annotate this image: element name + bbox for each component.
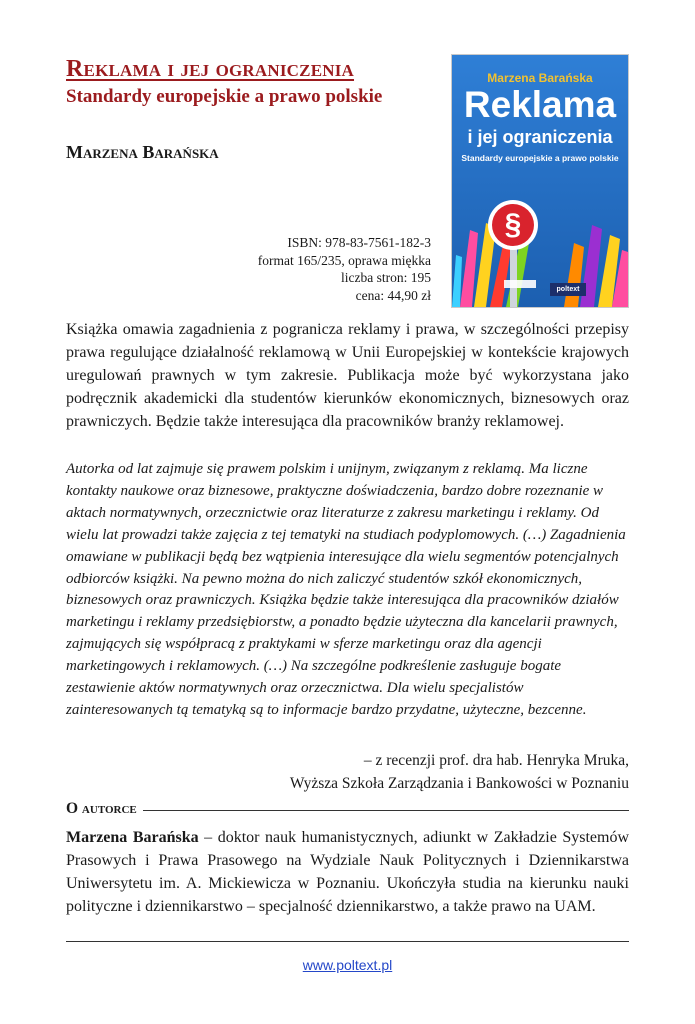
review-attribution-institution: Wyższa Szkoła Zarządzania i Bankowości w Poznaniu <box>289 775 629 792</box>
price: cena: 44,90 zł <box>355 287 431 303</box>
review-quote: Autorka od lat zajmuje się prawem polskim i unijnym, związanym z reklamą. Ma liczne kontakty naukowe oraz biznesowe, praktyczne doświadczenia, bardzo dobre rozeznanie w aktach normatywnych, orzecznictwie oraz literaturze z zakresu marketingu i reklamy. Od wielu lat prowadzi także zajęcia z tej tematyki na studiach podyplomowych. (…) Zagadnienia omawiane w publikacji będą bez wątpienia interesujące dla wielu segmentów potencjalnych odbiorców książki. Na pewno można do nich zaliczyć studentów szkół ekonomicznych, biznesowych oraz prawniczych. Książka będzie także interesująca dla pracowników działów marketingu i reklamy przedsiębiorstw, a ponadto będzie użyteczna dla kancelarii prawnych, zajmujących się współpracą z praktykami w sferze marketingu oraz dla agencji marketingowych i reklamowych. (…) Na szczególne podkreślenie zasługuje bogate zestawienie aktów normatywnych oraz orzecznictwa. Dla wielu specjalistów zainteresowanych tą tematyką są to informacje bardzo przydatne, użyteczne, bezcenne. <box>66 461 626 718</box>
cover-title: Reklama <box>463 84 617 125</box>
publisher-link[interactable]: www.poltext.pl <box>302 957 393 973</box>
book-title: Reklama i jej ograniczenia <box>66 56 355 82</box>
bottom-divider <box>66 941 629 942</box>
review-attribution-reviewer: – z recenzji prof. dra hab. Henryka Mruka, <box>363 752 629 769</box>
about-section-header <box>66 799 629 819</box>
cover-subtitle: Standardy europejskie a prawo polskie <box>461 153 619 163</box>
cover-title-line2: i jej ograniczenia <box>467 127 613 147</box>
section-divider <box>143 810 629 811</box>
book-meta <box>200 234 431 304</box>
publisher-logo: poltext <box>550 283 586 296</box>
about-heading: O autorce <box>66 800 137 817</box>
book-cover <box>451 54 629 308</box>
format: format 165/235, oprawa miękka <box>257 252 431 268</box>
cover-author: Marzena Barańska <box>487 71 593 85</box>
author-bio <box>66 826 629 918</box>
author-bio-text: – doktor nauk humanistycznych, adiunkt w Zakładzie Systemów Prasowych i Prawa Prasowego na Wydziale Nauk Politycznych i Dziennikarstwa Uniwersytetu im. A. Mickiewicza w Poznaniu. Ukończyła studia na kierunku nauki polityczne i dziennikarstwo – specjalność dziennikarstwo, a także prawo na UAM. <box>66 829 629 915</box>
book-subtitle: Standardy europejskie a prawo polskie <box>66 86 383 107</box>
author-bio-name: Marzena Barańska <box>66 829 199 846</box>
book-description: Książka omawia zagadnienia z pogranicza reklamy i prawa, w szczególności przepisy prawa regulujące działalność reklamową w Unii Europejskiej w kontekście krajowych uregulowań prawnych w tym zakresie. Publikacja może być wykorzystana jako podręcznik akademicki dla studentów kierunków ekonomicznych, biznesowych oraz prawniczych. Będzie także interesująca dla pracowników branży reklamowej. <box>66 321 629 430</box>
page-count: liczba stron: 195 <box>341 270 431 285</box>
paragraph-sign: § <box>504 208 522 241</box>
review-attribution <box>66 749 629 795</box>
isbn: ISBN: 978-83-7561-182-3 <box>287 235 431 250</box>
book-author: Marzena Barańska <box>66 142 219 162</box>
